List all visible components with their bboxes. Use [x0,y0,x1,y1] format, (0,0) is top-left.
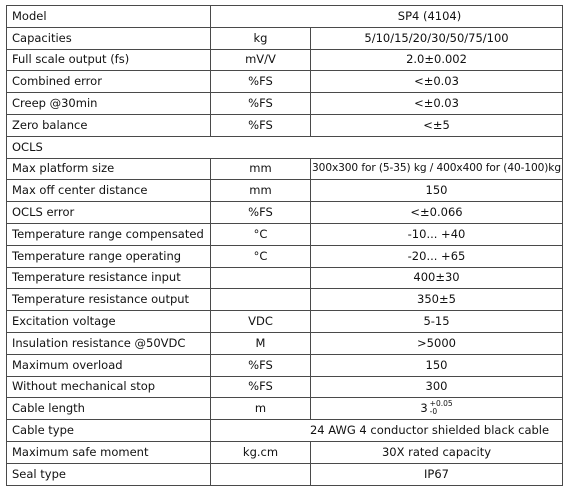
spec-value [311,332,563,354]
spec-value [311,311,563,333]
spec-row [7,6,563,28]
tolerance-lower: -0 [429,406,438,416]
spec-value-text: -10... +40 [407,226,466,241]
spec-value-text: 2.0±0.002 [406,52,467,67]
spec-value [311,158,563,180]
spec-value [311,202,563,224]
spec-row [7,376,563,398]
spec-value-text: <±0.03 [414,74,459,89]
spec-parameter: Capacities [7,27,211,49]
spec-value [311,267,563,289]
spec-value-text: SP4 (4104) [397,8,462,23]
spec-value [211,420,563,442]
spec-row [7,49,563,71]
spec-row [7,93,563,115]
spec-row [7,114,563,136]
spec-value [311,223,563,245]
spec-parameter: Max platform size [7,158,211,180]
spec-row [7,245,563,267]
spec-value-text: <±5 [423,117,450,132]
spec-parameter: Temperature resistance output [7,289,211,311]
specification-table [6,5,563,486]
spec-row [7,158,563,180]
spec-parameter: Without mechanical stop [7,376,211,398]
spec-row [7,420,563,442]
specification-table-body [7,6,563,486]
spec-value-text: 5/10/15/20/30/50/75/100 [364,30,509,45]
spec-value-text: 400±30 [413,270,460,285]
tolerance-upper: +0.05 [429,399,453,409]
spec-value-text: <±0.066 [410,205,463,220]
spec-value [311,376,563,398]
spec-row [7,202,563,224]
spec-value-text: 5-15 [423,314,450,329]
spec-unit: %FS [211,114,311,136]
spec-unit: kg [211,27,311,49]
spec-value-text: -20... +65 [407,248,466,263]
section-heading: OCLS [7,136,563,158]
spec-unit [211,289,311,311]
spec-value [311,354,563,376]
spec-unit [211,463,311,485]
spec-value [311,71,563,93]
spec-value [311,245,563,267]
spec-unit: mm [211,158,311,180]
spec-row [7,441,563,463]
spec-row [7,27,563,49]
tolerance [430,400,453,415]
spec-value [311,27,563,49]
spec-unit: kg.cm [211,441,311,463]
spec-row [7,267,563,289]
spec-parameter: OCLS error [7,202,211,224]
spec-unit: °C [211,245,311,267]
spec-unit [211,267,311,289]
spec-parameter: Creep @30min [7,93,211,115]
spec-parameter: Maximum safe moment [7,441,211,463]
spec-unit: %FS [211,376,311,398]
spec-value-text: 300 [425,379,448,394]
spec-unit: %FS [211,71,311,93]
spec-value-text: >5000 [417,335,456,350]
spec-parameter: Full scale output (fs) [7,49,211,71]
spec-parameter: Max off center distance [7,180,211,202]
spec-unit: M [211,332,311,354]
spec-row [7,223,563,245]
spec-parameter: Maximum overload [7,354,211,376]
spec-parameter: Seal type [7,463,211,485]
spec-unit: m [211,398,311,420]
spec-unit: VDC [211,311,311,333]
spec-parameter: Temperature resistance input [7,267,211,289]
spec-value [311,93,563,115]
spec-unit: mm [211,180,311,202]
spec-row [7,71,563,93]
spec-unit: mV/V [211,49,311,71]
spec-value-text: 350±5 [417,292,456,307]
spec-unit: %FS [211,93,311,115]
spec-row [7,311,563,333]
spec-value-text: 24 AWG 4 conductor shielded black cable [309,423,550,438]
spec-value-text: 150 [425,183,448,198]
spec-value [311,289,563,311]
spec-value [311,180,563,202]
spec-value [311,463,563,485]
spec-parameter: Insulation resistance @50VDC [7,332,211,354]
spec-value-text: IP67 [424,466,449,481]
spec-value-text: 300x300 for (5-35) kg / 400x400 for (40-100)kg [312,162,561,175]
spec-row [7,289,563,311]
spec-row [7,398,563,420]
spec-parameter: Combined error [7,71,211,93]
spec-value [311,114,563,136]
spec-parameter: Model [7,6,211,28]
spec-row [7,136,563,158]
spec-row [7,354,563,376]
spec-value [311,441,563,463]
spec-unit: %FS [211,202,311,224]
spec-row [7,463,563,485]
spec-value-text: 30X rated capacity [381,444,492,459]
spec-value [311,398,563,420]
spec-parameter: Cable length [7,398,211,420]
spec-value-text: 150 [425,357,448,372]
spec-row [7,332,563,354]
spec-parameter: Zero balance [7,114,211,136]
spec-parameter: Excitation voltage [7,311,211,333]
spec-value-text: 3 [420,401,428,416]
spec-value-text: <±0.03 [414,96,459,111]
spec-value [311,49,563,71]
spec-parameter: Temperature range compensated [7,223,211,245]
spec-row [7,180,563,202]
spec-parameter: Cable type [7,420,211,442]
spec-unit: °C [211,223,311,245]
spec-unit: %FS [211,354,311,376]
spec-parameter: Temperature range operating [7,245,211,267]
spec-value [211,6,563,28]
